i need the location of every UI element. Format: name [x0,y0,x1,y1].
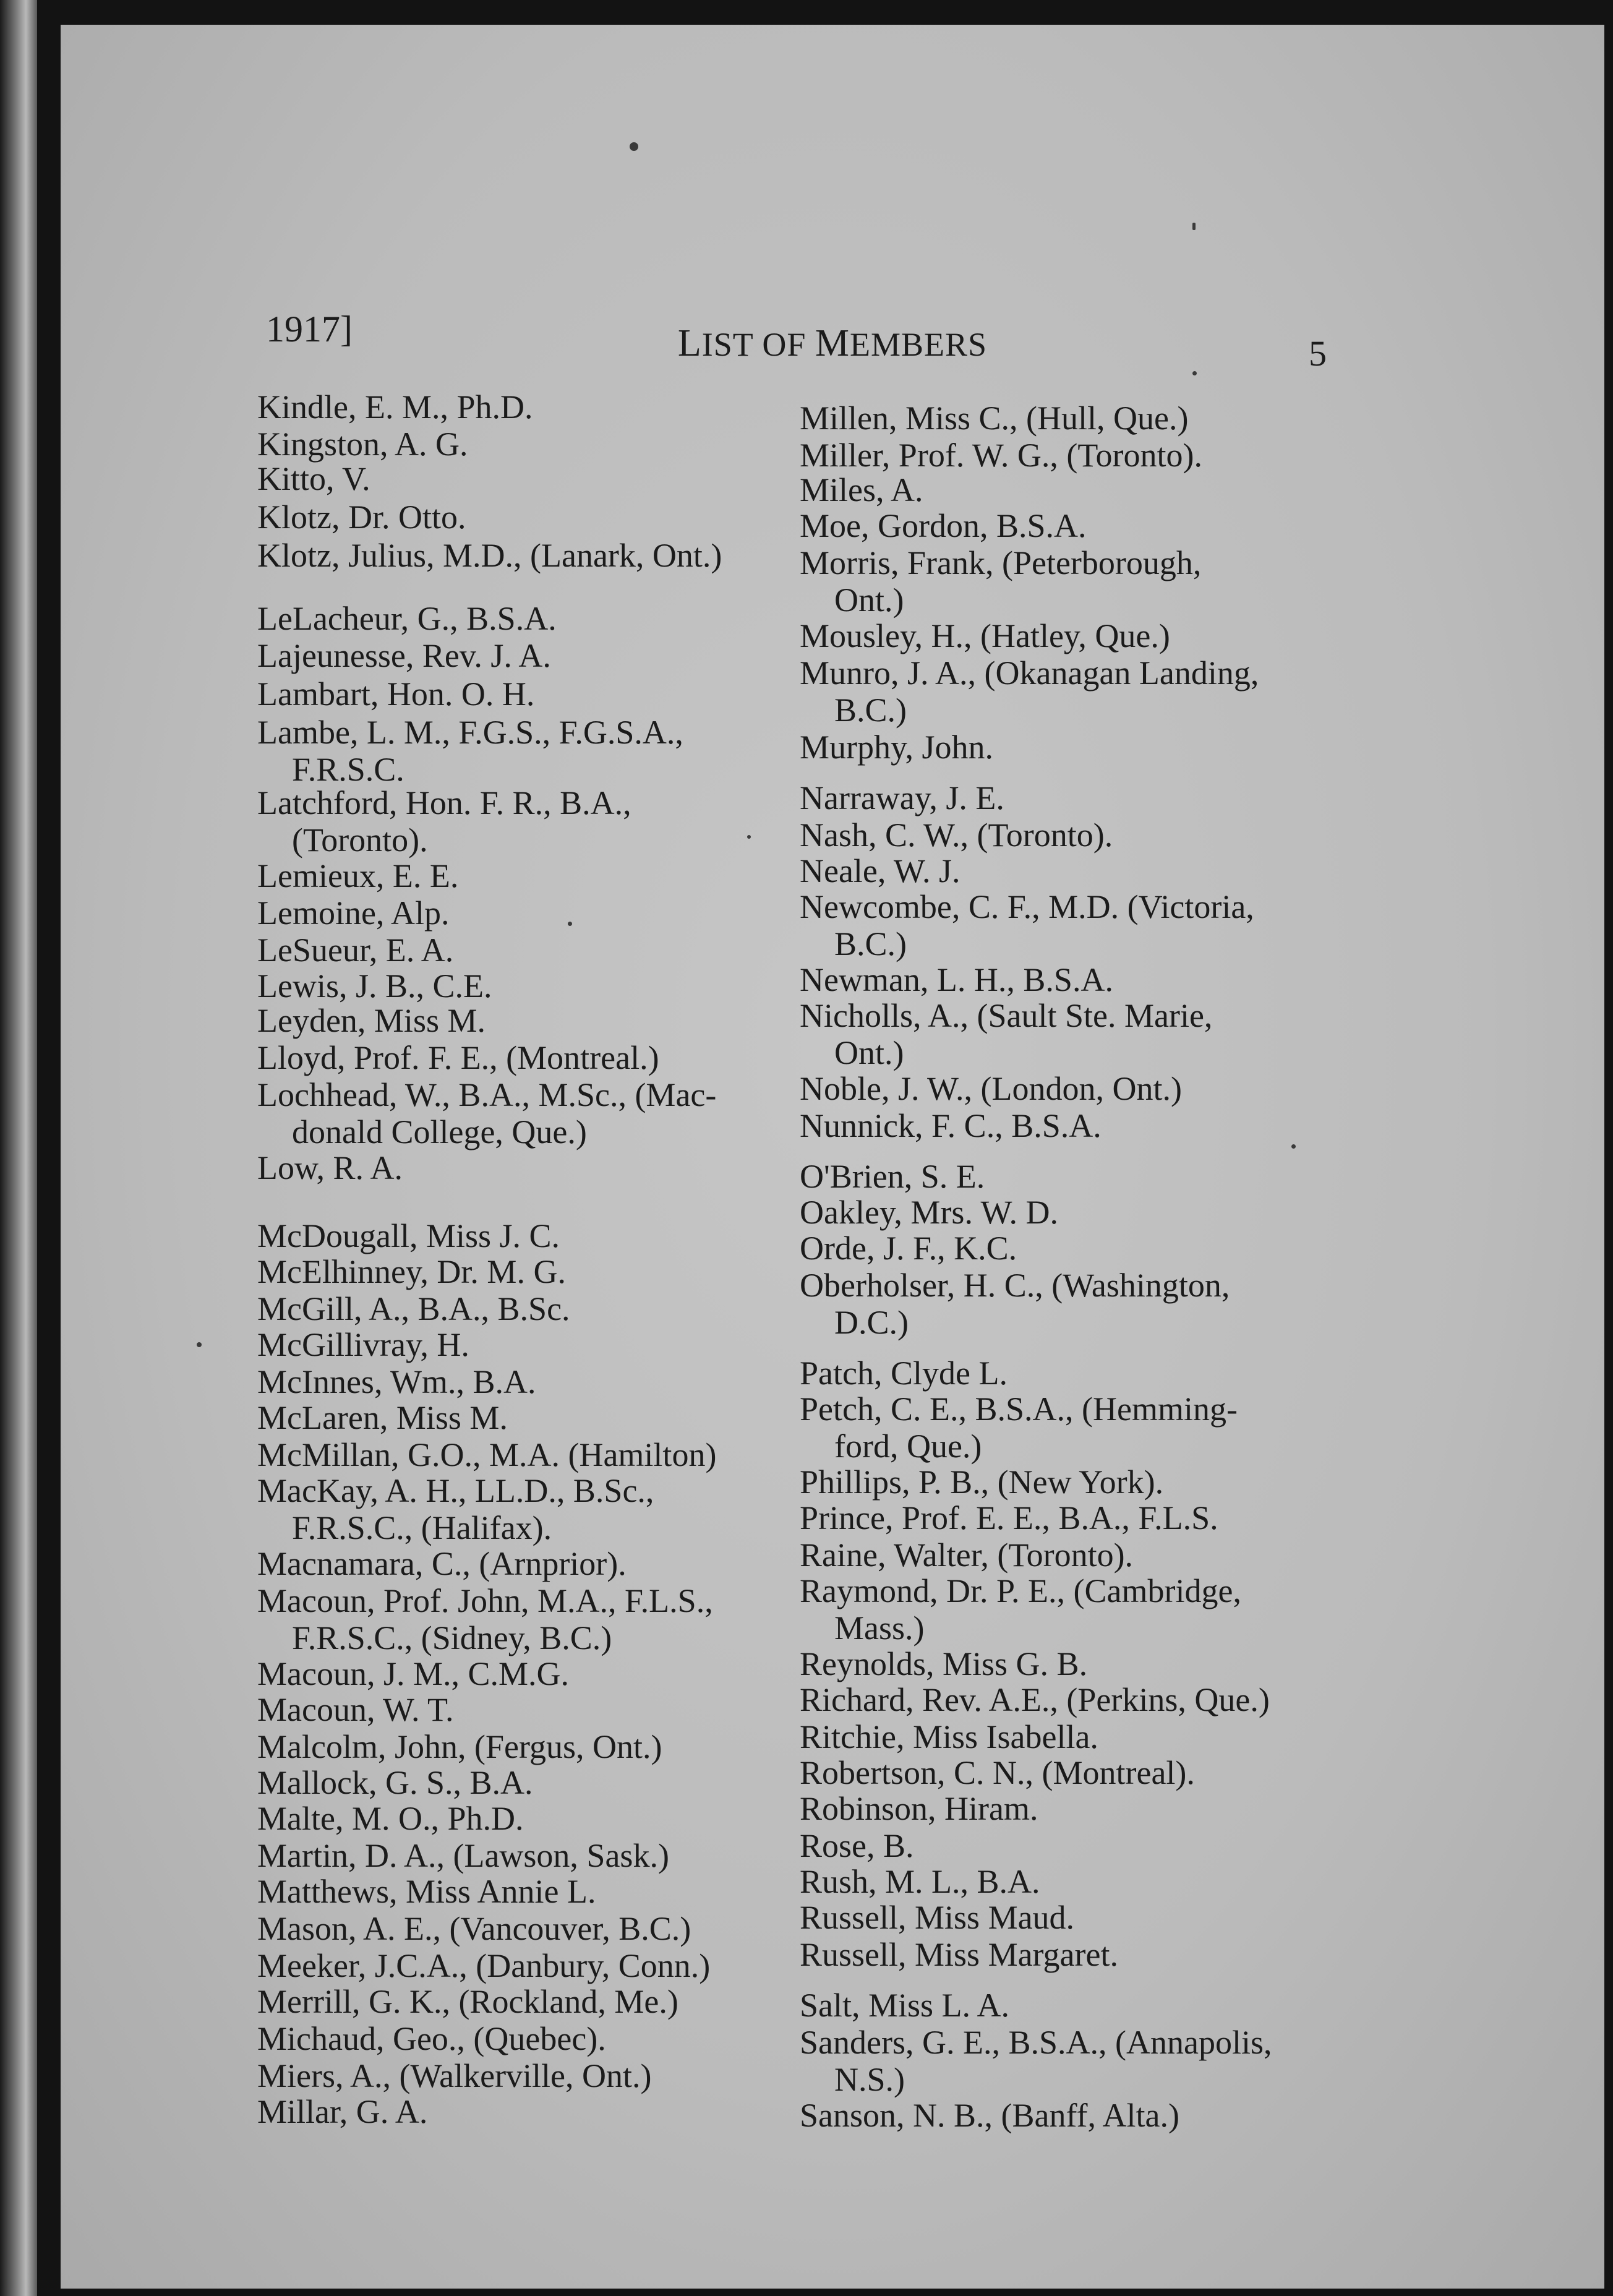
member-entry [257,1837,669,1874]
member-entry [257,784,631,859]
speck [197,1342,202,1347]
member-name: MacKay, A. H., LL.D., B.Sc., [257,1472,654,1509]
member-name: Macoun, Prof. John, M.A., F.L.S., [257,1582,713,1619]
member-name-continuation: F.R.S.C., (Halifax). [292,1509,552,1546]
member-name: Newman, L. H., B.S.A. [800,961,1113,998]
member-entry [257,1253,566,1290]
member-entry [257,2093,427,2130]
member-entry [800,1390,1238,1465]
member-entry [257,460,370,497]
member-entry [257,714,683,788]
member-entry [800,617,1170,654]
member-entry [800,1827,914,1864]
member-name: Millen, Miss C., (Hull, Que.) [800,400,1189,437]
member-entry [800,961,1113,998]
member-entry [800,1499,1218,1536]
member-entry [800,400,1189,437]
member-name: Lemieux, E. E. [257,857,459,894]
member-entry [800,729,993,766]
member-name: Lloyd, Prof. F. E., (Montreal.) [257,1039,659,1076]
member-name: Raymond, Dr. P. E., (Cambridge, [800,1572,1241,1609]
member-entry [257,600,557,637]
member-entry [800,1899,1074,1936]
member-name: Nicholls, A., (Sault Ste. Marie, [800,997,1213,1034]
member-entry [257,1800,524,1837]
member-entry [257,932,453,969]
member-entry [257,1545,627,1582]
speck [747,835,751,839]
member-name: McElhinney, Dr. M. G. [257,1253,566,1290]
member-entry [257,1436,716,1473]
member-entry [257,1039,659,1076]
speck [1192,371,1197,375]
member-name-continuation: F.R.S.C., (Sidney, B.C.) [292,1619,612,1656]
running-title: LIST OF MEMBERS [677,322,988,364]
member-entry [257,1472,654,1546]
member-name: McInnes, Wm., B.A. [257,1363,536,1400]
member-name: Munro, J. A., (Okanagan Landing, [800,654,1259,692]
member-entry [800,1070,1182,1107]
member-name: Lewis, J. B., C.E. [257,967,492,1004]
member-entry [800,1194,1058,1231]
member-name: McGillivray, H. [257,1326,469,1363]
member-name: Lochhead, W., B.A., M.Sc., (Mac- [257,1076,717,1113]
member-name: Russell, Miss Maud. [800,1899,1075,1936]
member-entry [800,997,1212,1071]
member-entry [257,426,468,463]
member-entry [257,1655,569,1692]
member-entry [800,2097,1179,2134]
member-name: Leyden, Miss M. [257,1002,486,1039]
member-entry [800,1754,1195,1791]
member-entry [800,437,1202,474]
member-entry [800,1355,1008,1392]
member-name: Malte, M. O., Ph.D. [257,1800,524,1837]
member-entry [257,1290,570,1327]
member-entry [257,1691,454,1728]
member-name: McGill, A., B.A., B.Sc. [257,1290,570,1327]
member-name: O'Brien, S. E. [800,1158,985,1195]
member-name: Mallock, G. S., B.A. [257,1764,533,1801]
member-name: Michaud, Geo., (Quebec). [257,2020,606,2057]
member-name: Klotz, Julius, M.D., (Lanark, Ont.) [257,537,722,574]
member-entry [257,1326,469,1363]
member-name: Nash, C. W., (Toronto). [800,816,1113,854]
speck [1291,1144,1296,1149]
member-name: Rose, B. [800,1827,914,1864]
member-name: Petch, C. E., B.S.A., (Hemming- [800,1390,1238,1428]
member-entry [257,2020,606,2057]
member-name-continuation: B.C.) [834,692,907,729]
speck [568,922,572,926]
member-name: McMillan, G.O., M.A. (Hamilton) [257,1436,717,1473]
member-name: Macoun, J. M., C.M.G. [257,1655,570,1692]
page-year: 1917] [266,309,353,349]
member-name: Oakley, Mrs. W. D. [800,1194,1058,1231]
member-entry [800,816,1113,854]
member-entry [257,1947,710,1984]
member-entry [257,675,534,713]
member-name: Narraway, J. E. [800,779,1004,816]
member-name-continuation: ford, Que.) [834,1428,982,1465]
speck [1192,223,1196,230]
member-name: Lambart, Hon. O. H. [257,675,535,713]
member-entry [800,1267,1230,1341]
member-name: Sanders, G. E., B.S.A., (Annapolis, [800,2024,1272,2061]
member-name: Meeker, J.C.A., (Danbury, Conn.) [257,1947,711,1984]
member-name-continuation: Mass.) [834,1609,925,1647]
member-name: Miles, A. [800,471,923,508]
member-entry [800,1645,1087,1682]
document-page [61,25,1604,2289]
member-name: Murphy, John. [800,729,994,766]
member-name: Orde, J. F., K.C. [800,1230,1017,1267]
member-name: Millar, G. A. [257,2093,428,2130]
member-entry [257,1582,713,1656]
member-name: Patch, Clyde L. [800,1355,1008,1392]
member-entry [800,1936,1118,1973]
member-name: Moe, Gordon, B.S.A. [800,507,1087,544]
member-name: Morris, Frank, (Peterborough, [800,544,1202,581]
member-entry [800,471,923,508]
member-entry [257,1983,678,2020]
member-name: Kitto, V. [257,460,370,497]
member-name: Lambe, L. M., F.G.S., F.G.S.A., [257,714,683,751]
member-name: Kindle, E. M., Ph.D. [257,388,533,426]
member-entry [257,1076,716,1150]
member-entry [800,888,1254,962]
member-entry [257,1363,536,1400]
member-name: Ritchie, Miss Isabella. [800,1718,1098,1755]
member-name: Macnamara, C., (Arnprior). [257,1545,627,1582]
member-name: Malcolm, John, (Fergus, Ont.) [257,1728,662,1765]
member-name-continuation: D.C.) [834,1304,909,1341]
member-name: Miers, A., (Walkerville, Ont.) [257,2057,652,2094]
member-entry [257,1399,508,1436]
member-name: Phillips, P. B., (New York). [800,1463,1164,1501]
speck [630,142,638,151]
member-name: Mousley, H., (Hatley, Que.) [800,617,1170,654]
member-name: Martin, D. A., (Lawson, Sask.) [257,1837,669,1874]
member-name: Raine, Walter, (Toronto). [800,1536,1134,1574]
member-entry [257,1910,691,1947]
member-entry [257,388,533,426]
member-name: Robinson, Hiram. [800,1790,1038,1827]
member-name: Neale, W. J. [800,852,961,889]
member-name-continuation: N.S.) [834,2061,905,2098]
member-name: Mason, A. E., (Vancouver, B.C.) [257,1910,691,1947]
member-name: Lemoine, Alp. [257,894,450,932]
member-entry [257,499,466,536]
member-entry [800,1863,1040,1900]
member-entry [257,1149,403,1186]
member-name-continuation: B.C.) [834,925,907,962]
member-entry [257,1217,560,1254]
member-name-continuation: donald College, Que.) [292,1113,587,1150]
member-name: Kingston, A. G. [257,426,468,463]
member-name: Robertson, C. N., (Montreal). [800,1754,1195,1791]
member-name: LeSueur, E. A. [257,932,454,969]
member-entry [800,1158,985,1195]
member-name: Reynolds, Miss G. B. [800,1645,1088,1682]
member-entry [800,1463,1163,1501]
member-name: Richard, Rev. A.E., (Perkins, Que.) [800,1681,1270,1718]
member-name: McLaren, Miss M. [257,1399,508,1436]
member-name: Macoun, W. T. [257,1691,454,1728]
member-entry [800,852,960,889]
page-number: 5 [1309,333,1327,374]
member-name: Prince, Prof. E. E., B.A., F.L.S. [800,1499,1218,1536]
member-entry [257,537,722,574]
member-name: Lajeunesse, Rev. J. A. [257,637,551,674]
left-page-edge [0,0,37,2296]
member-name: Matthews, Miss Annie L. [257,1873,596,1910]
member-name: Russell, Miss Margaret. [800,1936,1118,1973]
member-name: Sanson, N. B., (Banff, Alta.) [800,2097,1179,2134]
member-entry [800,1987,1009,2024]
member-name: Latchford, Hon. F. R., B.A., [257,784,631,821]
member-name: Nunnick, F. C., B.S.A. [800,1107,1102,1144]
member-entry [257,1002,486,1039]
member-name-continuation: Ont.) [834,1034,904,1071]
member-entry [800,507,1087,544]
member-entry [257,857,458,894]
member-entry [257,1728,662,1765]
member-name: Miller, Prof. W. G., (Toronto). [800,437,1203,474]
member-name: Salt, Miss L. A. [800,1987,1010,2024]
member-entry [800,544,1201,619]
member-name: LeLacheur, G., B.S.A. [257,600,557,637]
member-name: Klotz, Dr. Otto. [257,499,466,536]
member-entry [800,1230,1017,1267]
member-name: Low, R. A. [257,1149,403,1186]
member-entry [800,1536,1133,1574]
member-entry [257,894,449,932]
member-entry [800,1718,1098,1755]
member-name: Merrill, G. K., (Rockland, Me.) [257,1983,678,2020]
member-entry [800,1790,1038,1827]
member-entry [800,1572,1241,1647]
member-entry [800,2024,1272,2098]
member-name-continuation: Ont.) [834,581,904,619]
member-name: Newcombe, C. F., M.D. (Victoria, [800,888,1254,925]
member-entry [257,1764,533,1801]
member-entry [257,967,492,1004]
member-name: McDougall, Miss J. C. [257,1217,560,1254]
member-entry [257,2057,652,2094]
member-name: Noble, J. W., (London, Ont.) [800,1070,1182,1107]
member-entry [800,1681,1270,1718]
member-name: Rush, M. L., B.A. [800,1863,1040,1900]
member-name-continuation: (Toronto). [292,821,428,859]
member-name-continuation: F.R.S.C. [292,751,404,788]
member-entry [800,654,1259,729]
member-entry [800,779,1004,816]
member-entry [800,1107,1102,1144]
member-entry [257,1873,596,1910]
member-name: Oberholser, H. C., (Washington, [800,1267,1230,1304]
member-entry [257,637,551,674]
